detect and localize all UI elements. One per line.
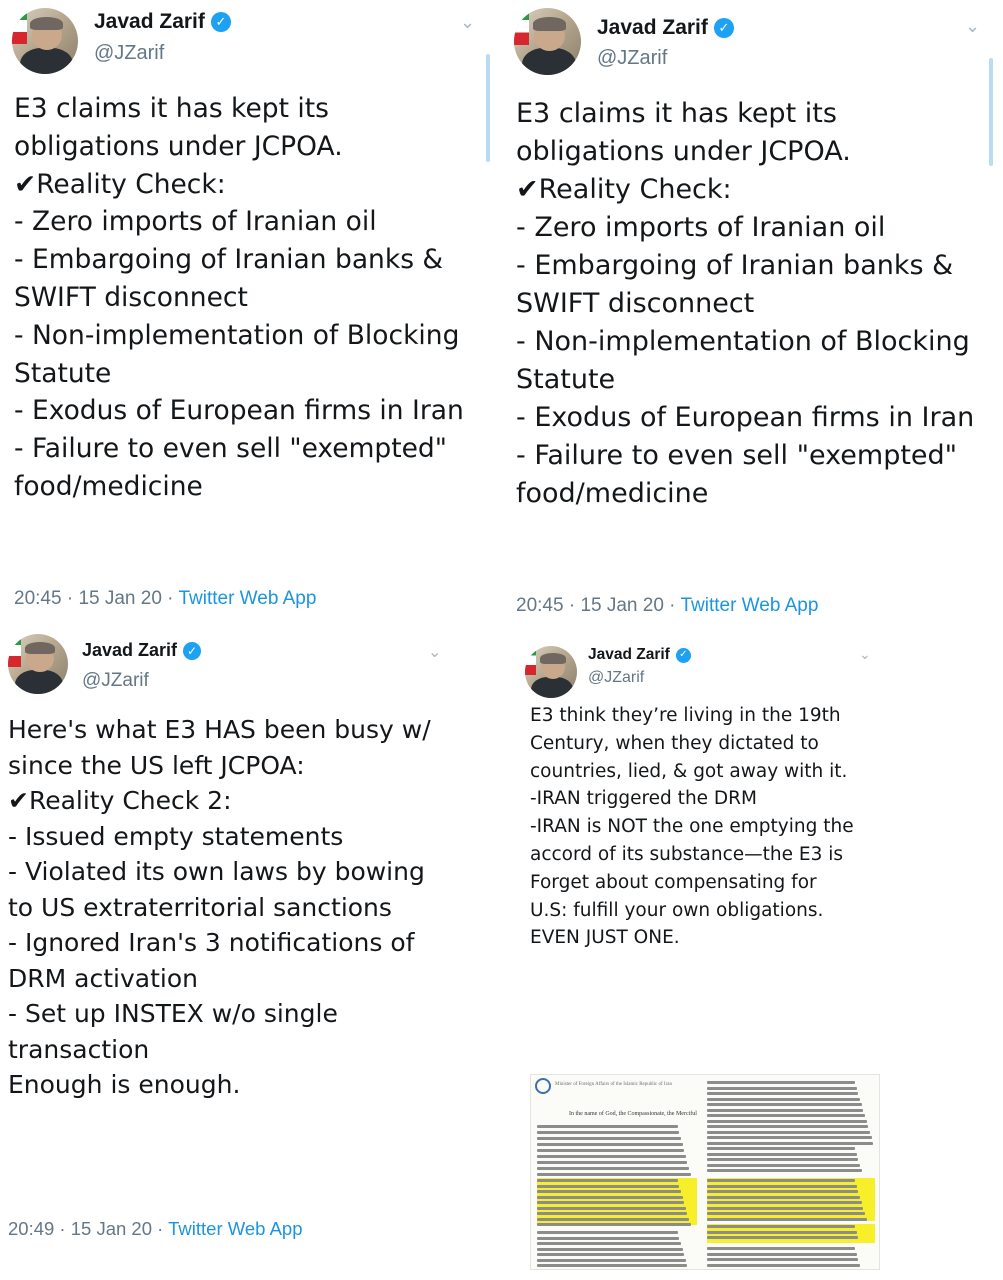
attached-letter-image[interactable]: [530, 1074, 880, 1270]
letter-text-line: [707, 1158, 858, 1161]
tweet-line: - Exodus of European firms in Iran: [14, 395, 464, 427]
letter-text-line: [707, 1103, 862, 1106]
tweet-line: Century, when they dictated to: [530, 732, 819, 754]
letter-text-line: [707, 1253, 857, 1256]
tweet-date[interactable]: 15 Jan 20: [70, 1218, 153, 1239]
tweet-line: ✔Reality Check 2:: [8, 786, 232, 815]
letter-text-line: [707, 1218, 867, 1221]
tweet-line: DRM activation: [8, 963, 198, 993]
author-row: [82, 640, 201, 661]
letter-text-line: [707, 1120, 867, 1123]
letter-text-line: [707, 1258, 858, 1261]
letter-heading: In the name of God, the Compassionate, the Merciful: [569, 1111, 697, 1117]
letter-text-line: [537, 1143, 683, 1146]
letter-text-line: [707, 1207, 863, 1210]
tweet-line: transaction: [8, 1034, 150, 1064]
letter-text-line: [537, 1155, 686, 1158]
tweet-line: U.S: fulfill your own obligations.: [530, 899, 824, 921]
tweet-line: -IRAN is NOT the one emptying the: [530, 816, 854, 838]
letter-text-line: [707, 1114, 865, 1117]
letter-text-line: [707, 1153, 857, 1156]
tweet-line: E3 claims it has kept its: [14, 93, 329, 124]
tweet-line: EVEN JUST ONE.: [530, 927, 680, 949]
tweet-date[interactable]: 15 Jan 20: [580, 595, 664, 616]
tweet-line: countries, lied, & got away with it.: [530, 760, 848, 782]
tweet-line: accord of its substance—the E3 is: [530, 843, 844, 865]
tweet-line: - Failure to even sell "exempted": [516, 440, 958, 471]
tweet-line: ✔Reality Check:: [516, 174, 732, 205]
avatar[interactable]: [12, 8, 78, 74]
author-handle[interactable]: @JZarif: [82, 670, 149, 691]
letter-text-line: [707, 1212, 865, 1215]
letter-text-line: [537, 1185, 679, 1188]
tweet-line: to US extraterritorial sanctions: [8, 892, 392, 922]
letter-text-line: [537, 1137, 681, 1140]
letter-text-line: [707, 1131, 870, 1134]
tweet-time[interactable]: 20:49: [8, 1218, 55, 1239]
flag-graphic: [514, 8, 529, 45]
tweet-time[interactable]: 20:45: [516, 595, 564, 616]
avatar-hair: [30, 17, 63, 30]
tweet-line: -IRAN triggered the DRM: [530, 788, 757, 810]
letter-text-line: [707, 1164, 860, 1167]
chevron-down-icon[interactable]: ⌄: [460, 12, 476, 33]
tweet-line: - Issued empty statements: [8, 821, 344, 851]
letter-text-line: [707, 1225, 855, 1228]
avatar-suit: [522, 48, 576, 75]
tweet-card[interactable]: [0, 0, 495, 625]
meta-separator: ·: [563, 595, 581, 616]
meta-separator: ·: [663, 595, 681, 616]
author-row: [588, 646, 691, 664]
letter-text-line: [537, 1237, 679, 1240]
letter-text-line: [707, 1098, 860, 1101]
tweet-line: - Failure to even sell "exempted": [14, 433, 447, 465]
letter-text-line: [707, 1247, 855, 1250]
letter-text-line: [707, 1169, 862, 1172]
avatar[interactable]: [514, 8, 581, 75]
meta-separator: ·: [61, 588, 79, 609]
letter-text-line: [537, 1264, 687, 1267]
avatar-hair: [540, 653, 566, 663]
tweet-line: food/medicine: [516, 478, 709, 509]
chevron-down-icon[interactable]: ⌄: [859, 647, 871, 663]
letter-header: Minister of Foreign Affairs of the Islamic Republic of Iran: [555, 1082, 672, 1087]
letter-column-right: [707, 1075, 875, 1269]
tweet-line: - Non-implementation of Blocking: [516, 326, 970, 357]
tweet-line: - Ignored Iran's 3 notifications of: [8, 928, 415, 957]
tweet-line: SWIFT disconnect: [516, 288, 755, 319]
tweet-card[interactable]: [0, 628, 497, 1280]
author-handle[interactable]: @JZarif: [597, 47, 668, 69]
letter-text-line: [707, 1190, 858, 1193]
verified-badge-icon: ✓: [211, 12, 231, 32]
tweet-time[interactable]: 20:45: [14, 588, 62, 609]
letter-text-line: [537, 1190, 681, 1193]
tweet-line: E3 claims it has kept its: [516, 98, 837, 129]
chevron-down-icon[interactable]: ⌄: [965, 16, 981, 37]
tweet-line: - Embargoing of Iranian banks &: [14, 244, 444, 276]
author-name[interactable]: Javad Zarif: [82, 640, 178, 660]
avatar-suit: [15, 670, 63, 694]
tweet-line: since the US left JCPOA:: [8, 750, 305, 780]
letter-text-line: [537, 1218, 689, 1221]
letter-text-line: [707, 1142, 873, 1145]
tweet-meta: [516, 595, 818, 617]
letter-text-line: [537, 1131, 679, 1134]
author-row: [597, 16, 734, 40]
meta-separator: ·: [54, 1218, 71, 1239]
letter-text-line: [707, 1081, 855, 1084]
tweet-line: - Violated its own laws by bowing: [8, 857, 425, 886]
letter-text-line: [537, 1167, 689, 1170]
chevron-down-icon[interactable]: ⌄: [428, 642, 442, 661]
letter-text-line: [707, 1179, 855, 1182]
tweet-text: [8, 712, 494, 1103]
avatar[interactable]: [8, 634, 68, 694]
tweet-line: SWIFT disconnect: [14, 281, 248, 313]
flag-graphic: [12, 8, 27, 44]
tweet-meta: [8, 1218, 303, 1240]
tweet-line: Enough is enough.: [8, 1070, 241, 1099]
letter-text-line: [707, 1264, 860, 1267]
meta-separator: ·: [152, 1218, 169, 1239]
author-name[interactable]: Javad Zarif: [588, 646, 670, 663]
letter-text-line: [707, 1147, 855, 1150]
letter-text-line: [707, 1092, 858, 1095]
flag-graphic: [8, 634, 21, 667]
letter-text-line: [537, 1231, 678, 1234]
tweet-line: food/medicine: [14, 470, 203, 502]
letter-text-line: [537, 1207, 686, 1210]
letter-text-line: [707, 1201, 862, 1204]
tweet-line: - Zero imports of Iranian oil: [14, 206, 377, 238]
letter-text-line: [707, 1231, 857, 1234]
avatar-suit: [531, 677, 573, 698]
letter-text-line: [707, 1125, 868, 1128]
letter-text-line: [537, 1196, 683, 1199]
tweet-line: - Set up INSTEX w/o single: [8, 999, 338, 1028]
verified-badge-icon: ✓: [676, 648, 691, 663]
tweet-source-link[interactable]: Twitter Web App: [178, 588, 317, 609]
avatar[interactable]: [525, 646, 577, 698]
tweet-line: Forget about compensating for: [530, 871, 817, 893]
tweet-line: Here's what E3 HAS been busy w/: [8, 715, 431, 744]
letter-text-line: [537, 1242, 681, 1245]
letter-text-line: [537, 1248, 683, 1251]
tweet-text: [516, 95, 998, 513]
tweet-line: - Non-implementation of Blocking: [14, 319, 460, 351]
letter-text-line: [537, 1173, 691, 1176]
tweet-line: Statute: [516, 364, 616, 395]
letter-text-line: [707, 1109, 863, 1112]
tweet-line: - Zero imports of Iranian oil: [516, 212, 886, 243]
letter-text-line: [537, 1149, 684, 1152]
letter-text-line: [707, 1136, 872, 1139]
letter-text-line: [537, 1223, 691, 1226]
letter-column-left: [537, 1075, 697, 1269]
avatar-suit: [20, 48, 73, 74]
author-handle[interactable]: @JZarif: [588, 669, 645, 686]
tweet-line: - Embargoing of Iranian banks &: [516, 250, 954, 281]
letter-text-line: [707, 1196, 860, 1199]
tweet-source-link[interactable]: Twitter Web App: [168, 1218, 303, 1239]
tweet-line: Statute: [14, 357, 112, 389]
author-row: [94, 10, 231, 34]
tweet-line: obligations under JCPOA.: [516, 136, 851, 167]
verified-badge-icon: ✓: [183, 642, 201, 660]
author-handle[interactable]: @JZarif: [94, 42, 165, 64]
letter-text-line: [537, 1125, 678, 1128]
tweet-meta: [14, 588, 316, 610]
letter-text-line: [537, 1201, 684, 1204]
letter-text-line: [707, 1236, 858, 1239]
tweet-date[interactable]: 15 Jan 20: [78, 588, 162, 609]
author-name[interactable]: Javad Zarif: [597, 16, 708, 39]
letter-text-line: [537, 1212, 687, 1215]
avatar-hair: [25, 642, 55, 654]
tweet-text: [530, 702, 890, 952]
tweet-text: [14, 90, 492, 506]
tweet-source-link[interactable]: Twitter Web App: [680, 595, 819, 616]
letter-text-line: [537, 1253, 684, 1256]
tweet-line: ✔Reality Check:: [14, 168, 226, 200]
letter-text-line: [537, 1259, 686, 1262]
meta-separator: ·: [161, 588, 179, 609]
flag-graphic: [525, 646, 536, 675]
tweet-line: obligations under JCPOA.: [14, 130, 343, 162]
tweet-line: E3 think they’re living in the 19th: [530, 705, 841, 726]
letter-text-line: [537, 1179, 678, 1182]
tweet-line: - Exodus of European firms in Iran: [516, 402, 975, 433]
verified-badge-icon: ✓: [714, 18, 734, 38]
avatar-hair: [533, 17, 567, 30]
letter-text-line: [707, 1087, 857, 1090]
tweet-card[interactable]: [503, 0, 1003, 628]
author-name[interactable]: Javad Zarif: [94, 10, 205, 33]
letter-text-line: [537, 1161, 687, 1164]
letter-text-line: [707, 1185, 857, 1188]
